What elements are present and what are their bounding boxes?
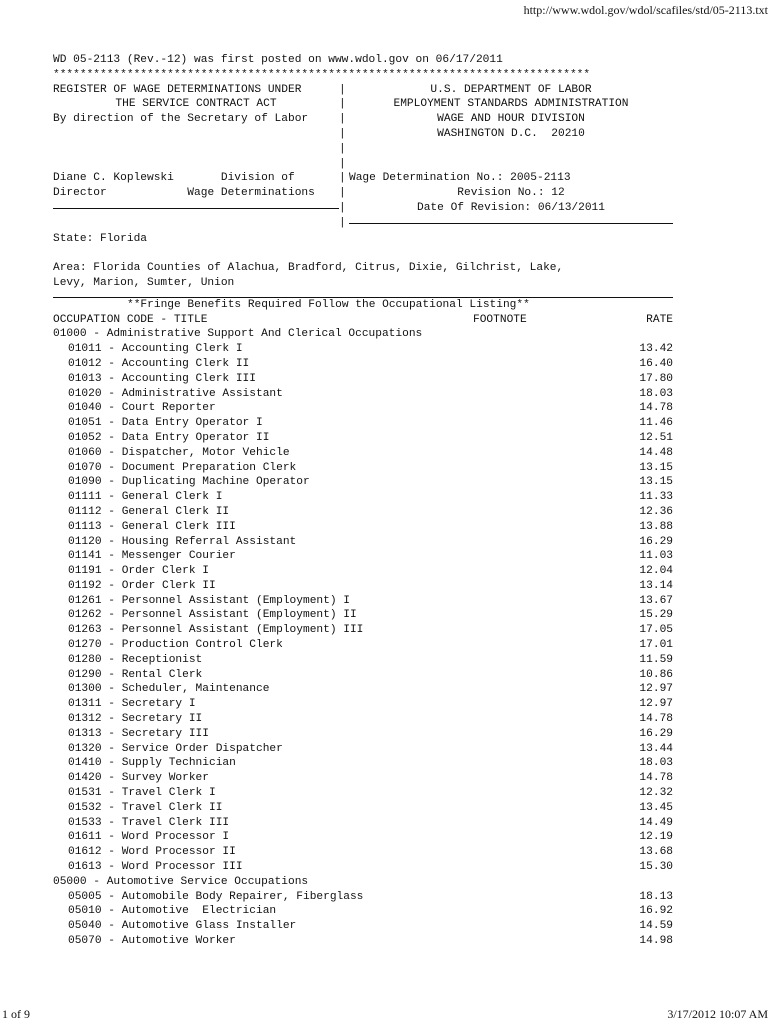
state-line: State: Florida <box>53 232 147 245</box>
occupation-rate: 13.15 <box>639 461 673 474</box>
occupation-row <box>53 712 673 727</box>
occupation-list-admin <box>53 342 673 875</box>
occupation-rate: 10.86 <box>639 668 673 681</box>
occupation-rate: 11.46 <box>639 417 673 430</box>
occupation-title: 01270 - Production Control Clerk <box>68 639 283 652</box>
occupation-row <box>53 579 673 594</box>
administration-name: EMPLOYMENT STANDARDS ADMINISTRATION <box>393 98 629 111</box>
occupation-row <box>53 372 673 387</box>
occupation-title: 01040 - Court Reporter <box>68 402 216 415</box>
star-divider: ******************************************************************************** <box>53 68 591 81</box>
page-url: http://www.wdol.gov/wdol/scafiles/std/05-2113.txt <box>523 3 768 17</box>
occupation-rate: 12.97 <box>639 698 673 711</box>
occupation-rate: 13.15 <box>639 476 673 489</box>
occupation-row <box>53 816 673 831</box>
occupation-title: 01410 - Supply Technician <box>68 757 236 770</box>
occupation-row <box>53 549 673 564</box>
occupation-title: 01531 - Travel Clerk I <box>68 787 216 800</box>
occupation-row <box>53 387 673 402</box>
signer-division-2: Wage Determinations <box>187 187 315 200</box>
occupation-row <box>53 668 673 683</box>
area-line-1: Area: Florida Counties of Alachua, Bradford, Citrus, Dixie, Gilchrist, Lake, <box>53 262 564 275</box>
column-code-title: OCCUPATION CODE - TITLE <box>53 313 208 326</box>
occupation-title: 01311 - Secretary I <box>68 698 196 711</box>
header-block <box>53 83 673 232</box>
header-separator: | | | | | | | | | | <box>339 83 346 229</box>
occupation-title: 01290 - Rental Clerk <box>68 668 203 681</box>
occupation-row <box>53 461 673 476</box>
occupation-rate: 17.05 <box>639 624 673 637</box>
occupation-title: 01612 - Word Processor II <box>68 846 236 859</box>
occupation-row <box>53 860 673 875</box>
register-title: REGISTER OF WAGE DETERMINATIONS UNDER <box>53 83 302 96</box>
occupation-row <box>53 446 673 461</box>
occupation-row <box>53 475 673 490</box>
wage-determination-number: Wage Determination No.: 2005-2113 <box>349 172 571 185</box>
occupation-rate: 14.49 <box>639 816 673 829</box>
occupation-rate: 18.03 <box>639 757 673 770</box>
occupation-title: 01191 - Order Clerk I <box>68 565 209 578</box>
occupation-group-heading: 01000 - Administrative Support And Clerical Occupations <box>53 328 423 341</box>
occupation-title: 05005 - Automobile Body Repairer, Fiberglass <box>68 890 364 903</box>
occupation-rate: 13.14 <box>639 579 673 592</box>
occupation-rate: 18.03 <box>639 387 673 400</box>
occupation-title: 01192 - Order Clerk II <box>68 579 216 592</box>
occupation-title: 01613 - Word Processor III <box>68 861 243 874</box>
occupation-rate: 11.33 <box>639 491 673 504</box>
occupation-rate: 12.04 <box>639 565 673 578</box>
occupation-title: 01012 - Accounting Clerk II <box>68 357 250 370</box>
occupation-rate: 12.32 <box>639 787 673 800</box>
occupation-row <box>53 727 673 742</box>
occupation-rate: 16.29 <box>639 727 673 740</box>
occupation-title: 01113 - General Clerk III <box>68 520 236 533</box>
occupation-row <box>53 505 673 520</box>
occupation-rate: 12.97 <box>639 683 673 696</box>
occupation-rate: 12.51 <box>639 431 673 444</box>
occupation-row <box>53 608 673 623</box>
occupation-rate: 14.78 <box>639 402 673 415</box>
occupation-row <box>53 771 673 786</box>
occupation-rate: 13.67 <box>639 594 673 607</box>
occupation-title: 01013 - Accounting Clerk III <box>68 372 256 385</box>
column-rate: RATE <box>646 313 673 326</box>
occupation-title: 01420 - Survey Worker <box>68 772 209 785</box>
occupation-rate: 11.03 <box>639 550 673 563</box>
occupation-title: 05040 - Automotive Glass Installer <box>68 920 297 933</box>
occupation-rate: 13.44 <box>639 742 673 755</box>
occupation-rate: 16.40 <box>639 357 673 370</box>
occupation-rate: 12.19 <box>639 831 673 844</box>
occupation-title: 01090 - Duplicating Machine Operator <box>68 476 310 489</box>
occupation-title: 05070 - Automotive Worker <box>68 935 236 948</box>
occupation-row <box>53 594 673 609</box>
occupation-rate: 14.59 <box>639 920 673 933</box>
print-timestamp: 3/17/2012 10:07 AM <box>667 1007 768 1021</box>
occupation-title: 01533 - Travel Clerk III <box>68 816 230 829</box>
occupation-row <box>53 535 673 550</box>
occupation-row <box>53 520 673 535</box>
occupation-title: 01312 - Secretary II <box>68 713 203 726</box>
occupation-rate: 17.80 <box>639 372 673 385</box>
occupation-row <box>53 564 673 579</box>
register-subtitle: THE SERVICE CONTRACT ACT <box>115 98 277 111</box>
occupation-row <box>53 653 673 668</box>
occupation-rate: 15.30 <box>639 861 673 874</box>
occupation-rate: 16.29 <box>639 535 673 548</box>
occupation-title: 01111 - General Clerk I <box>68 491 223 504</box>
occupation-title: 01011 - Accounting Clerk I <box>68 343 243 356</box>
occupation-title: 01320 - Service Order Dispatcher <box>68 742 283 755</box>
signer-name: Diane C. Koplewski <box>53 172 174 185</box>
occupation-row <box>53 934 673 949</box>
occupation-title: 01532 - Travel Clerk II <box>68 801 223 814</box>
occupation-title: 01611 - Word Processor I <box>68 831 230 844</box>
occupation-rate: 14.48 <box>639 446 673 459</box>
fringe-benefits-note: **Fringe Benefits Required Follow the Occupational Listing** <box>127 298 530 311</box>
header-left-rule <box>53 201 339 209</box>
signer-title: Director <box>53 187 107 200</box>
signer-division: Division of <box>220 172 295 185</box>
occupation-rate: 13.88 <box>639 520 673 533</box>
occupation-row <box>53 638 673 653</box>
occupation-row <box>53 682 673 697</box>
occupation-rate: 16.92 <box>639 905 673 918</box>
occupation-row <box>53 623 673 638</box>
occupation-row <box>53 919 673 934</box>
occupation-rate: 13.42 <box>639 343 673 356</box>
occupation-row <box>53 830 673 845</box>
occupation-rate: 13.68 <box>639 846 673 859</box>
wage-determination-document <box>53 53 673 949</box>
page-indicator: 1 of 9 <box>2 1007 30 1021</box>
posting-line: WD 05-2113 (Rev.-12) was first posted on www.wdol.gov on 06/17/2011 <box>53 54 503 66</box>
register-authority: By direction of the Secretary of Labor <box>53 113 309 126</box>
occupation-title: 01020 - Administrative Assistant <box>68 387 283 400</box>
occupation-list-automotive <box>53 890 673 949</box>
occupation-row <box>53 786 673 801</box>
occupation-title: 05010 - Automotive Electrician <box>68 905 277 918</box>
header-right-rule <box>349 216 673 224</box>
occupation-row <box>53 416 673 431</box>
occupation-title: 01141 - Messenger Courier <box>68 550 236 563</box>
column-footnote: FOOTNOTE <box>473 313 527 326</box>
occupation-rate: 14.98 <box>639 935 673 948</box>
division-name: WAGE AND HOUR DIVISION <box>437 113 585 126</box>
revision-date: Date Of Revision: 06/13/2011 <box>417 201 605 214</box>
signer-line-1 <box>53 171 339 186</box>
occupation-rate: 12.36 <box>639 505 673 518</box>
occupation-rate: 17.01 <box>639 639 673 652</box>
occupation-rate: 18.13 <box>639 890 673 903</box>
occupation-title: 01262 - Personnel Assistant (Employment) II <box>68 609 357 622</box>
occupation-row <box>53 904 673 919</box>
occupation-row <box>53 431 673 446</box>
occupation-title: 01261 - Personnel Assistant (Employment) I <box>68 594 350 607</box>
occupation-rate: 15.29 <box>639 609 673 622</box>
header-left <box>53 83 339 232</box>
occupation-title: 01112 - General Clerk II <box>68 505 230 518</box>
occupation-title: 01313 - Secretary III <box>68 727 209 740</box>
occupation-title: 01070 - Document Preparation Clerk <box>68 461 297 474</box>
occupation-row <box>53 801 673 816</box>
division-address: WASHINGTON D.C. 20210 <box>437 127 585 140</box>
occupation-row <box>53 890 673 905</box>
occupation-row <box>53 357 673 372</box>
occupation-rate: 14.78 <box>639 713 673 726</box>
area-line-2: Levy, Marion, Sumter, Union <box>53 276 235 289</box>
occupation-row <box>53 742 673 757</box>
occupation-title: 01300 - Scheduler, Maintenance <box>68 683 270 696</box>
occupation-group-heading: 05000 - Automotive Service Occupations <box>53 875 309 888</box>
department-name: U.S. DEPARTMENT OF LABOR <box>430 83 592 96</box>
occupation-row <box>53 342 673 357</box>
occupation-rate: 13.45 <box>639 801 673 814</box>
occupation-row <box>53 401 673 416</box>
occupation-title: 01280 - Receptionist <box>68 653 203 666</box>
revision-number: Revision No.: 12 <box>457 187 565 200</box>
occupation-title: 01052 - Data Entry Operator II <box>68 431 270 444</box>
occupation-rate: 14.78 <box>639 772 673 785</box>
occupation-rate: 11.59 <box>639 653 673 666</box>
occupation-title: 01060 - Dispatcher, Motor Vehicle <box>68 446 290 459</box>
occupation-title: 01120 - Housing Referral Assistant <box>68 535 297 548</box>
header-right <box>349 83 673 232</box>
column-headers <box>53 313 673 328</box>
occupation-row <box>53 845 673 860</box>
area-rule <box>53 291 673 298</box>
occupation-row <box>53 490 673 505</box>
occupation-title: 01051 - Data Entry Operator I <box>68 417 263 430</box>
occupation-row <box>53 697 673 712</box>
occupation-title: 01263 - Personnel Assistant (Employment) III <box>68 624 364 637</box>
signer-line-2 <box>53 186 339 201</box>
occupation-row <box>53 756 673 771</box>
